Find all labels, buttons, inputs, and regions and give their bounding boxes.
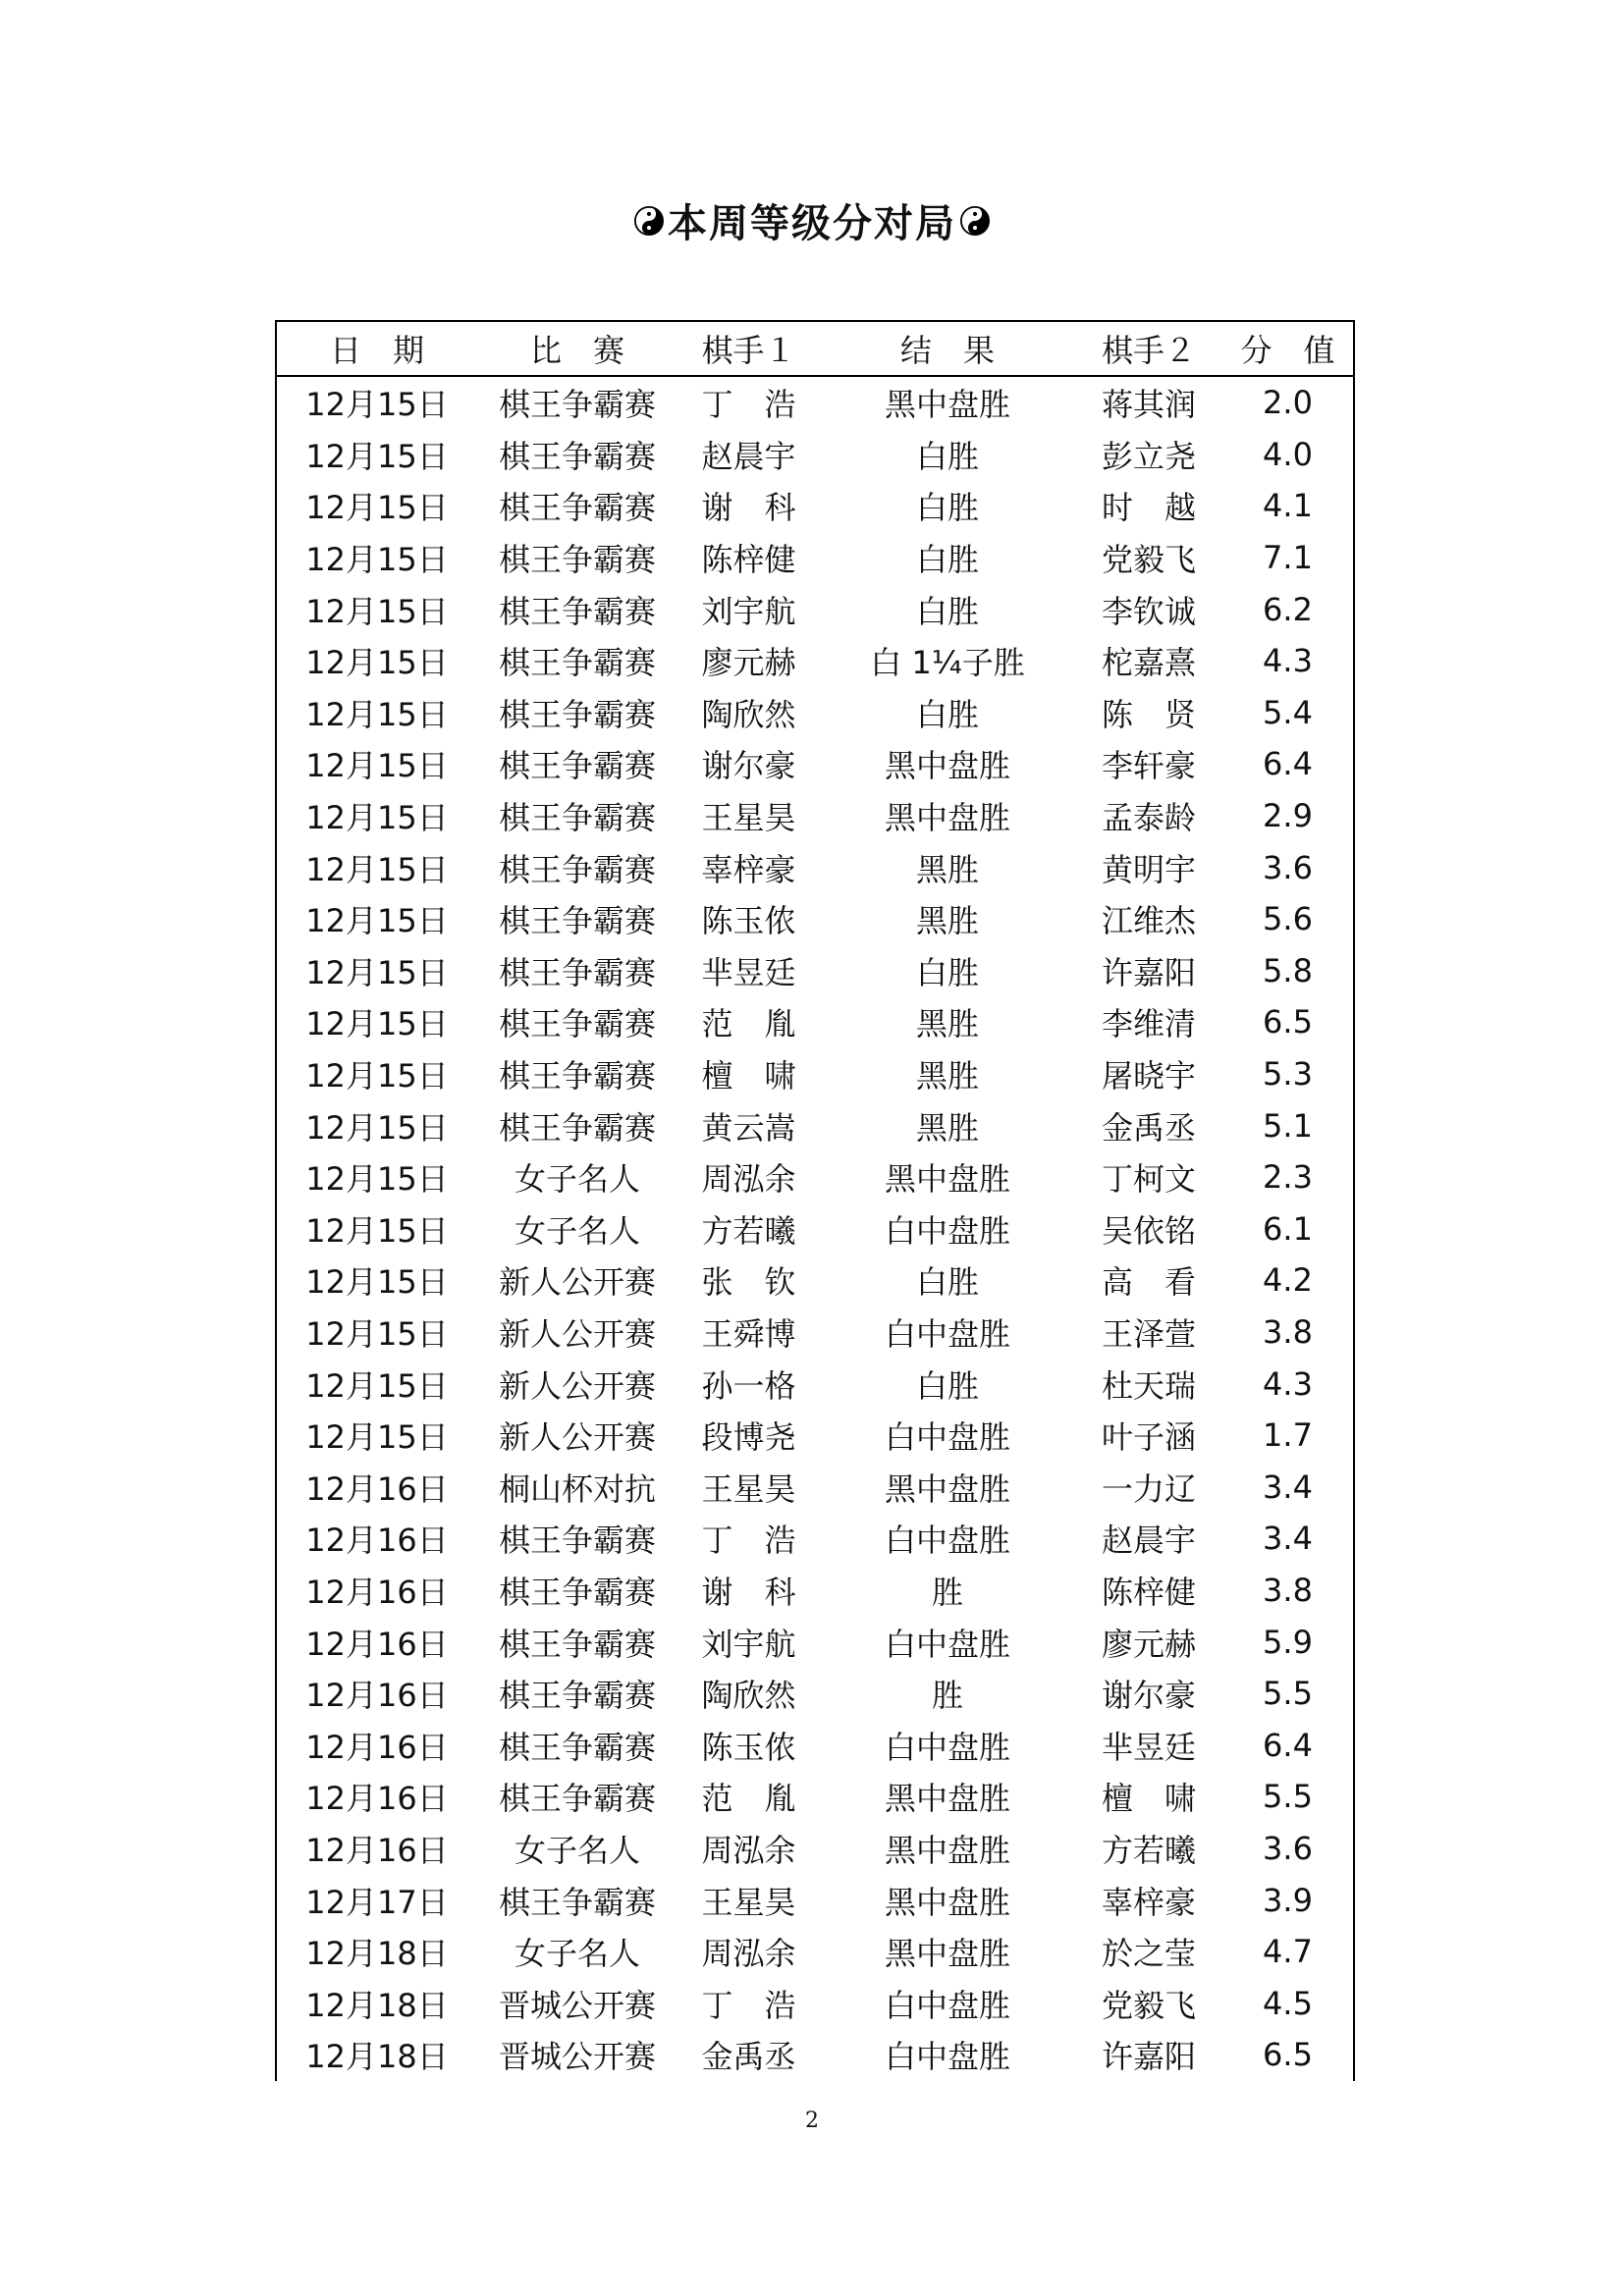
games-table — [275, 320, 1355, 2081]
cell-date: 12月15日 — [305, 902, 449, 940]
cell-date: 12月18日 — [305, 1935, 449, 1973]
header-score: 分 值 — [1240, 332, 1335, 369]
cell-competition: 棋王争霸赛 — [498, 644, 656, 682]
cell-result: 黑中盘胜 — [884, 1883, 1010, 1921]
cell-player1: 谢 科 — [701, 1573, 796, 1611]
cell-result: 白胜 — [915, 437, 979, 475]
cell-date: 12月16日 — [305, 1625, 449, 1663]
cell-player1: 黄云嵩 — [701, 1108, 796, 1147]
cell-date: 12月16日 — [305, 1573, 449, 1611]
cell-score: 3.8 — [1263, 1312, 1313, 1351]
cell-result: 胜 — [931, 1573, 963, 1611]
cell-player2: 时 越 — [1101, 489, 1196, 527]
cell-player1: 廖元赫 — [701, 644, 796, 682]
cell-competition: 棋王争霸赛 — [498, 695, 656, 733]
cell-date: 12月15日 — [305, 1057, 449, 1095]
cell-score: 6.5 — [1263, 2036, 1313, 2074]
cell-player1: 刘宇航 — [701, 592, 796, 630]
table-row — [277, 1565, 1353, 1617]
cell-result: 黑胜 — [915, 1005, 979, 1043]
table-row — [277, 1461, 1353, 1513]
cell-result: 白中盘胜 — [884, 1211, 1010, 1250]
table-row — [277, 790, 1353, 842]
cell-player2: 党毅飞 — [1101, 541, 1196, 579]
yin-yang-icon — [960, 206, 990, 236]
cell-score: 2.9 — [1263, 797, 1313, 835]
cell-score: 5.5 — [1263, 1778, 1313, 1816]
cell-date: 12月18日 — [305, 1986, 449, 2024]
cell-player2: 蒋其润 — [1101, 386, 1196, 424]
cell-player2: 谢尔豪 — [1101, 1677, 1196, 1715]
cell-score: 4.3 — [1263, 1364, 1313, 1403]
cell-date: 12月15日 — [305, 592, 449, 630]
cell-score: 3.8 — [1263, 1571, 1313, 1609]
cell-score: 6.4 — [1263, 1726, 1313, 1764]
cell-competition: 女子名人 — [514, 1831, 640, 1869]
table-row — [277, 2029, 1353, 2081]
cell-player2: 许嘉阳 — [1101, 953, 1196, 991]
cell-result: 白中盘胜 — [884, 1986, 1010, 2024]
table-row — [277, 841, 1353, 893]
cell-score: 6.1 — [1263, 1209, 1313, 1248]
table-row — [277, 1977, 1353, 2029]
cell-competition: 女子名人 — [514, 1211, 640, 1250]
cell-player1: 王星昊 — [701, 799, 796, 837]
cell-score: 5.5 — [1263, 1675, 1313, 1713]
cell-player2: 高 看 — [1101, 1263, 1196, 1302]
cell-competition: 新人公开赛 — [498, 1263, 656, 1302]
table-row — [277, 1358, 1353, 1410]
cell-player2: 吴依铭 — [1101, 1211, 1196, 1250]
table-row — [277, 1151, 1353, 1203]
cell-competition: 棋王争霸赛 — [498, 592, 656, 630]
cell-score: 7.1 — [1263, 539, 1313, 577]
cell-result: 白中盘胜 — [884, 2038, 1010, 2076]
cell-player2: 李轩豪 — [1101, 747, 1196, 785]
cell-date: 12月16日 — [305, 1469, 449, 1508]
cell-player2: 李维清 — [1101, 1005, 1196, 1043]
header-player1: 棋手１ — [701, 332, 796, 369]
cell-date: 12月17日 — [305, 1883, 449, 1921]
table-row — [277, 1874, 1353, 1926]
cell-competition: 棋王争霸赛 — [498, 1005, 656, 1043]
cell-competition: 新人公开赛 — [498, 1314, 656, 1353]
cell-competition: 晋城公开赛 — [498, 1986, 656, 2024]
cell-competition: 棋王争霸赛 — [498, 1573, 656, 1611]
cell-competition: 棋王争霸赛 — [498, 1883, 656, 1921]
table-row — [277, 429, 1353, 481]
cell-date: 12月15日 — [305, 1366, 449, 1405]
cell-player1: 孙一格 — [701, 1366, 796, 1405]
cell-competition: 棋王争霸赛 — [498, 1108, 656, 1147]
header-date: 日 期 — [329, 332, 424, 369]
cell-player1: 谢尔豪 — [701, 747, 796, 785]
cell-score: 3.4 — [1263, 1520, 1313, 1558]
cell-player1: 范 胤 — [701, 1780, 796, 1818]
cell-player2: 丁柯文 — [1101, 1160, 1196, 1199]
yin-yang-icon — [634, 206, 664, 236]
cell-score: 5.8 — [1263, 951, 1313, 989]
cell-score: 4.2 — [1263, 1261, 1313, 1300]
table-row — [277, 996, 1353, 1048]
cell-player2: 辜梓豪 — [1101, 1883, 1196, 1921]
cell-competition: 棋王争霸赛 — [498, 953, 656, 991]
cell-score: 5.6 — [1263, 900, 1313, 938]
cell-competition: 棋王争霸赛 — [498, 489, 656, 527]
cell-player2: 柁嘉熹 — [1101, 644, 1196, 682]
cell-player1: 陈玉侬 — [701, 1728, 796, 1766]
cell-date: 12月15日 — [305, 1211, 449, 1250]
cell-score: 6.2 — [1263, 590, 1313, 628]
cell-result: 黑中盘胜 — [884, 1160, 1010, 1199]
cell-result: 白中盘胜 — [884, 1728, 1010, 1766]
cell-result: 白胜 — [915, 489, 979, 527]
cell-result: 白胜 — [915, 1263, 979, 1302]
cell-player1: 周泓余 — [701, 1935, 796, 1973]
cell-player1: 范 胤 — [701, 1005, 796, 1043]
cell-player2: 屠晓宇 — [1101, 1057, 1196, 1095]
cell-result: 白胜 — [915, 695, 979, 733]
cell-date: 12月16日 — [305, 1522, 449, 1560]
cell-player1: 丁 浩 — [701, 386, 796, 424]
cell-competition: 桐山杯对抗 — [498, 1469, 656, 1508]
cell-result: 黑胜 — [915, 902, 979, 940]
table-row — [277, 583, 1353, 635]
cell-score: 6.5 — [1263, 1003, 1313, 1041]
cell-player2: 杜天瑞 — [1101, 1366, 1196, 1405]
cell-competition: 棋王争霸赛 — [498, 541, 656, 579]
cell-date: 12月16日 — [305, 1780, 449, 1818]
page-title-text: 本周等级分对局 — [668, 200, 956, 246]
cell-player1: 刘宇航 — [701, 1625, 796, 1663]
cell-player1: 陈梓健 — [701, 541, 796, 579]
cell-result: 白 1¼子胜 — [870, 644, 1025, 682]
cell-date: 12月15日 — [305, 1418, 449, 1457]
table-row — [277, 1771, 1353, 1823]
cell-result: 黑中盘胜 — [884, 386, 1010, 424]
cell-competition: 晋城公开赛 — [498, 2038, 656, 2076]
cell-date: 12月16日 — [305, 1677, 449, 1715]
cell-result: 黑中盘胜 — [884, 1831, 1010, 1869]
cell-score: 3.4 — [1263, 1468, 1313, 1506]
cell-date: 12月15日 — [305, 747, 449, 785]
cell-competition: 新人公开赛 — [498, 1418, 656, 1457]
cell-competition: 棋王争霸赛 — [498, 1625, 656, 1663]
cell-score: 3.9 — [1263, 1881, 1313, 1919]
cell-result: 白胜 — [915, 1366, 979, 1405]
table-row — [277, 1255, 1353, 1307]
cell-player2: 叶子涵 — [1101, 1418, 1196, 1457]
cell-player2: 王泽萱 — [1101, 1314, 1196, 1353]
cell-result: 黑中盘胜 — [884, 1469, 1010, 1508]
cell-player2: 金禹丞 — [1101, 1108, 1196, 1147]
cell-date: 12月15日 — [305, 437, 449, 475]
table-row — [277, 1668, 1353, 1720]
table-row — [277, 1719, 1353, 1771]
table-row — [277, 1410, 1353, 1462]
header-player2: 棋手２ — [1101, 332, 1196, 369]
cell-result: 黑中盘胜 — [884, 1935, 1010, 1973]
cell-date: 12月16日 — [305, 1728, 449, 1766]
cell-score: 1.7 — [1263, 1416, 1313, 1455]
cell-score: 5.3 — [1263, 1055, 1313, 1094]
cell-player1: 辜梓豪 — [701, 850, 796, 888]
table-row — [277, 1099, 1353, 1151]
cell-competition: 女子名人 — [514, 1935, 640, 1973]
cell-score: 2.0 — [1263, 384, 1313, 422]
cell-date: 12月15日 — [305, 1108, 449, 1147]
cell-player2: 芈昱廷 — [1101, 1728, 1196, 1766]
cell-competition: 棋王争霸赛 — [498, 1780, 656, 1818]
table-row — [277, 532, 1353, 584]
cell-player1: 王星昊 — [701, 1469, 796, 1508]
table-row — [277, 1048, 1353, 1100]
cell-competition: 棋王争霸赛 — [498, 747, 656, 785]
cell-date: 12月15日 — [305, 799, 449, 837]
cell-player1: 周泓余 — [701, 1160, 796, 1199]
cell-player2: 赵晨宇 — [1101, 1522, 1196, 1560]
cell-player1: 檀 啸 — [701, 1057, 796, 1095]
cell-player2: 一力辽 — [1101, 1469, 1196, 1508]
cell-player1: 王舜博 — [701, 1314, 796, 1353]
cell-score: 5.4 — [1263, 693, 1313, 731]
cell-result: 白胜 — [915, 953, 979, 991]
cell-date: 12月15日 — [305, 850, 449, 888]
cell-player1: 张 钦 — [701, 1263, 796, 1302]
cell-player2: 於之莹 — [1101, 1935, 1196, 1973]
table-row — [277, 1307, 1353, 1359]
cell-player1: 段博尧 — [701, 1418, 796, 1457]
cell-competition: 棋王争霸赛 — [498, 1728, 656, 1766]
cell-player1: 王星昊 — [701, 1883, 796, 1921]
cell-date: 12月15日 — [305, 1005, 449, 1043]
page-title — [0, 192, 1624, 248]
cell-competition: 棋王争霸赛 — [498, 1057, 656, 1095]
cell-competition: 棋王争霸赛 — [498, 799, 656, 837]
cell-competition: 棋王争霸赛 — [498, 1522, 656, 1560]
cell-date: 12月15日 — [305, 1314, 449, 1353]
cell-date: 12月16日 — [305, 1831, 449, 1869]
cell-result: 白中盘胜 — [884, 1625, 1010, 1663]
cell-player2: 彭立尧 — [1101, 437, 1196, 475]
cell-competition: 棋王争霸赛 — [498, 386, 656, 424]
table-row — [277, 893, 1353, 945]
table-header-row — [277, 322, 1353, 377]
cell-score: 2.3 — [1263, 1158, 1313, 1197]
cell-score: 4.7 — [1263, 1933, 1313, 1971]
cell-score: 3.6 — [1263, 1829, 1313, 1867]
table-body — [277, 377, 1353, 2081]
cell-result: 白胜 — [915, 592, 979, 630]
table-row — [277, 738, 1353, 790]
cell-player2: 黄明宇 — [1101, 850, 1196, 888]
cell-date: 12月15日 — [305, 489, 449, 527]
cell-player1: 周泓余 — [701, 1831, 796, 1869]
cell-player2: 檀 啸 — [1101, 1780, 1196, 1818]
cell-player1: 陈玉侬 — [701, 902, 796, 940]
cell-result: 白中盘胜 — [884, 1314, 1010, 1353]
cell-player1: 金禹丞 — [701, 2038, 796, 2076]
table-row — [277, 635, 1353, 687]
cell-player1: 方若曦 — [701, 1211, 796, 1250]
header-result: 结 果 — [899, 332, 995, 369]
cell-date: 12月15日 — [305, 644, 449, 682]
cell-date: 12月15日 — [305, 1263, 449, 1302]
cell-player2: 方若曦 — [1101, 1831, 1196, 1869]
cell-player2: 许嘉阳 — [1101, 2038, 1196, 2076]
cell-result: 黑中盘胜 — [884, 747, 1010, 785]
page-number: 2 — [805, 2109, 819, 2133]
cell-result: 黑胜 — [915, 1108, 979, 1147]
cell-result: 白中盘胜 — [884, 1522, 1010, 1560]
table-row — [277, 1926, 1353, 1978]
cell-date: 12月18日 — [305, 2038, 449, 2076]
cell-player2: 党毅飞 — [1101, 1986, 1196, 2024]
cell-competition: 棋王争霸赛 — [498, 902, 656, 940]
cell-player2: 陈 贤 — [1101, 695, 1196, 733]
header-competition: 比 赛 — [529, 332, 624, 369]
cell-score: 3.6 — [1263, 848, 1313, 886]
table-row — [277, 1513, 1353, 1565]
cell-player1: 赵晨宇 — [701, 437, 796, 475]
cell-player1: 丁 浩 — [701, 1986, 796, 2024]
cell-player1: 陶欣然 — [701, 695, 796, 733]
cell-date: 12月15日 — [305, 541, 449, 579]
table-row — [277, 1616, 1353, 1668]
cell-date: 12月15日 — [305, 386, 449, 424]
cell-player1: 谢 科 — [701, 489, 796, 527]
cell-competition: 棋王争霸赛 — [498, 850, 656, 888]
cell-result: 黑胜 — [915, 850, 979, 888]
cell-score: 4.1 — [1263, 487, 1313, 525]
cell-player1: 陶欣然 — [701, 1677, 796, 1715]
cell-score: 5.9 — [1263, 1623, 1313, 1661]
cell-date: 12月15日 — [305, 695, 449, 733]
cell-score: 4.0 — [1263, 435, 1313, 473]
cell-result: 白胜 — [915, 541, 979, 579]
cell-player1: 芈昱廷 — [701, 953, 796, 991]
cell-result: 黑胜 — [915, 1057, 979, 1095]
cell-result: 黑中盘胜 — [884, 1780, 1010, 1818]
table-row — [277, 377, 1353, 429]
cell-player1: 丁 浩 — [701, 1522, 796, 1560]
cell-competition: 棋王争霸赛 — [498, 1677, 656, 1715]
cell-date: 12月15日 — [305, 953, 449, 991]
cell-result: 胜 — [931, 1677, 963, 1715]
cell-score: 4.3 — [1263, 642, 1313, 680]
table-row — [277, 1203, 1353, 1255]
table-row — [277, 1823, 1353, 1875]
cell-score: 4.5 — [1263, 1984, 1313, 2022]
cell-player2: 孟泰龄 — [1101, 799, 1196, 837]
cell-player2: 李钦诚 — [1101, 592, 1196, 630]
cell-result: 白中盘胜 — [884, 1418, 1010, 1457]
cell-result: 黑中盘胜 — [884, 799, 1010, 837]
cell-player2: 江维杰 — [1101, 902, 1196, 940]
cell-player2: 廖元赫 — [1101, 1625, 1196, 1663]
table-row — [277, 945, 1353, 997]
cell-competition: 新人公开赛 — [498, 1366, 656, 1405]
cell-player2: 陈梓健 — [1101, 1573, 1196, 1611]
cell-competition: 女子名人 — [514, 1160, 640, 1199]
table-row — [277, 687, 1353, 739]
table-row — [277, 480, 1353, 532]
cell-score: 5.1 — [1263, 1106, 1313, 1145]
cell-date: 12月15日 — [305, 1160, 449, 1199]
cell-competition: 棋王争霸赛 — [498, 437, 656, 475]
cell-score: 6.4 — [1263, 745, 1313, 783]
